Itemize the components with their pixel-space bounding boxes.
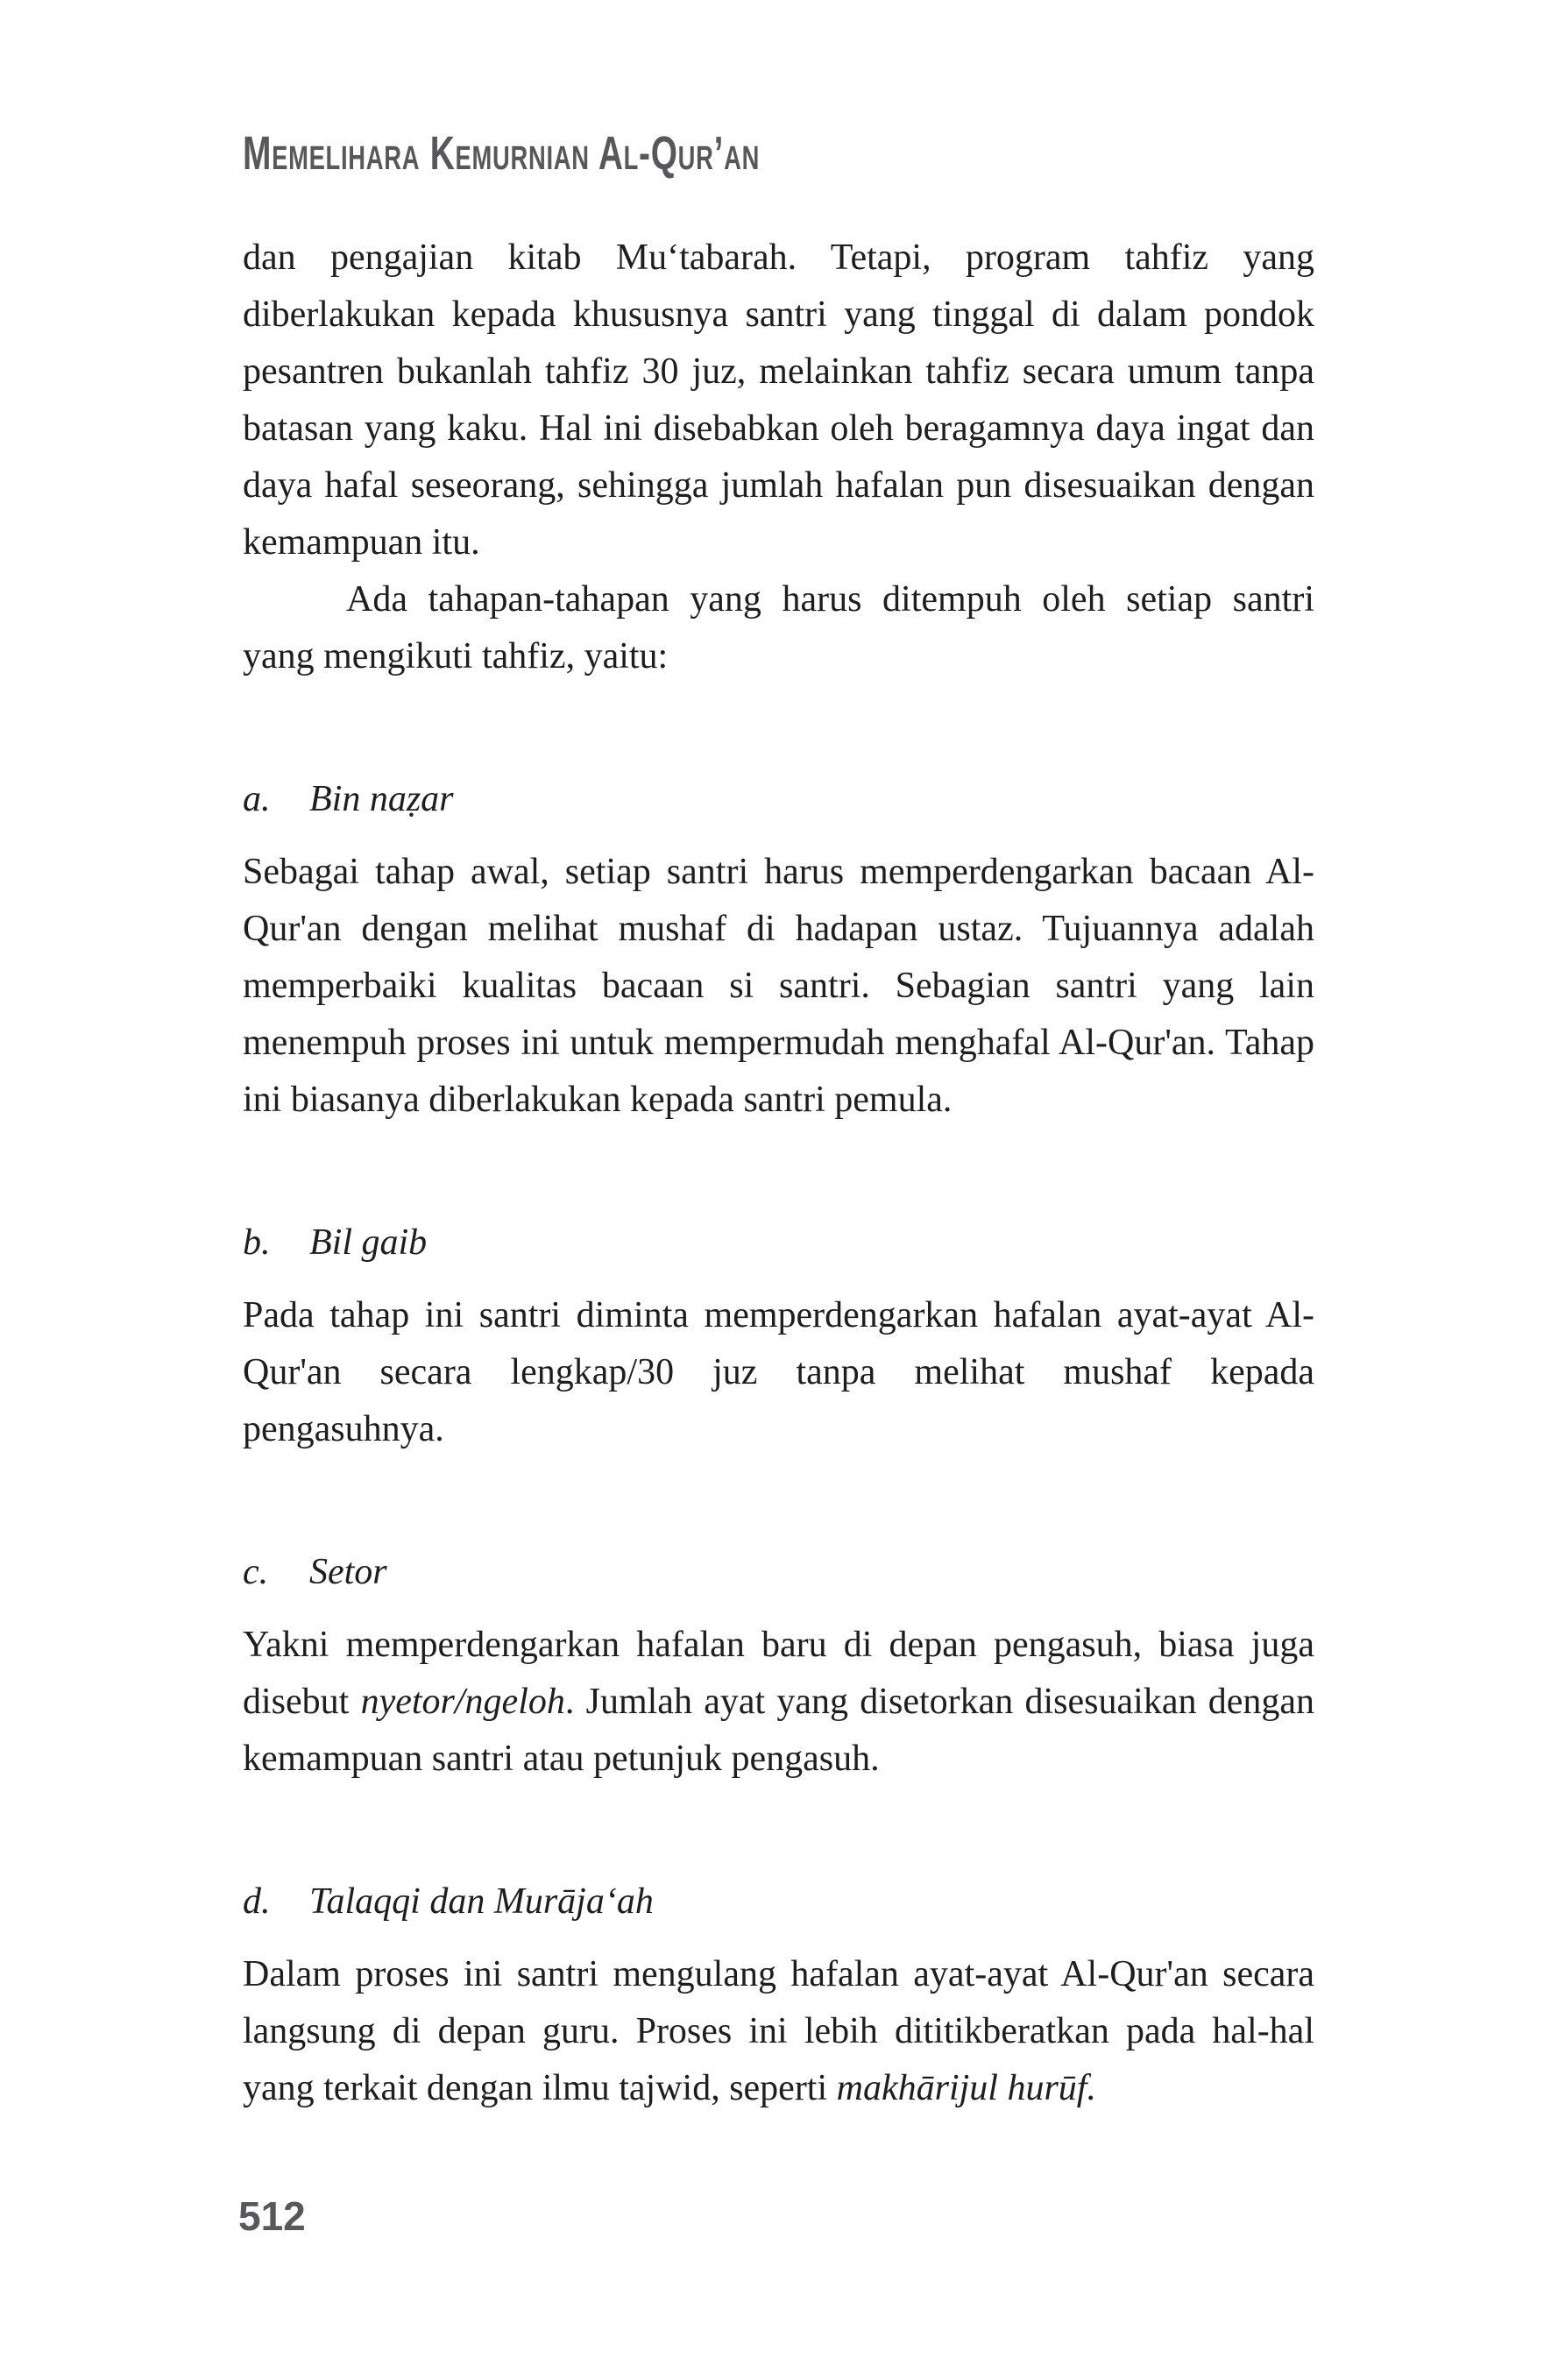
section-term: Bil gaib: [309, 1222, 428, 1263]
section-label: d.: [243, 1881, 271, 1922]
section-heading: [243, 1215, 1314, 1271]
section-term: Talaqqi dan Murāja‘ah: [309, 1881, 654, 1922]
section-heading: [243, 771, 1314, 828]
body-paragraph: dan pengajian kitab Mu‘tabarah. Tetapi, program tahfiz yang diberlakukan kepada khususnya santri yang tinggal di dalam pondok pesantren bukanlah tahfiz 30 juz, melainkan tahfiz secara umum tanpa batasan yang kaku. Hal ini disebabkan oleh beragamnya daya ingat dan daya hafal seseorang, sehingga jumlah hafalan pun disesuaikan dengan kemampuan itu.: [243, 237, 1314, 563]
page-content: [243, 230, 1314, 2117]
section-body: Sebagai tahap awal, setiap santri harus memperdengarkan bacaan Al-Qur'an dengan melihat mushaf di hadapan ustaz. Tujuannya adalah memperbaiki kualitas bacaan si santri. Sebagian santri yang lain menempuh proses ini untuk mempermudah menghafal Al-Qur'an. Tahap ini biasanya diberlakukan kepada santri pemula.: [243, 852, 1314, 1120]
body-paragraph: Ada tahapan-tahapan yang harus ditempuh oleh setiap santri yang mengikuti tahfiz, yaitu:: [243, 579, 1314, 676]
section-heading: [243, 1874, 1314, 1930]
section-label: c.: [243, 1552, 269, 1592]
section-body: Yakni memperdengarkan hafalan baru di depan pengasuh, biasa juga disebut nyetor/ngeloh. Jumlah ayat yang disetorkan disesuaikan dengan kemampuan santri atau petunjuk pengasuh.: [243, 1625, 1315, 1779]
section-bin-nazar: [243, 771, 1314, 1129]
section-heading: [243, 1544, 1314, 1601]
section-term: Bin naẓar: [309, 779, 454, 819]
section-talaqqi-murajaah: [243, 1874, 1314, 2117]
section-label: b.: [243, 1222, 271, 1263]
section-setor: [243, 1544, 1314, 1788]
section-term: Setor: [309, 1552, 387, 1592]
section-body: Pada tahap ini santri diminta memperdengarkan hafalan ayat-ayat Al-Qur'an secara lengkap/30 juz tanpa melihat mushaf kepada pengasuhnya.: [243, 1295, 1314, 1449]
section-label: a.: [243, 779, 271, 819]
running-header-title: Memelihara Kemurnian Al-Qur’an: [243, 127, 761, 180]
page-number: 512: [238, 2193, 306, 2239]
section-body: Dalam proses ini santri mengulang hafalan ayat-ayat Al-Qur'an secara langsung di depan guru. Proses ini lebih dititikberatkan pada hal-hal yang terkait dengan ilmu tajwid, seperti makhārijul hurūf.: [243, 1954, 1314, 2108]
section-bil-gaib: [243, 1215, 1314, 1458]
